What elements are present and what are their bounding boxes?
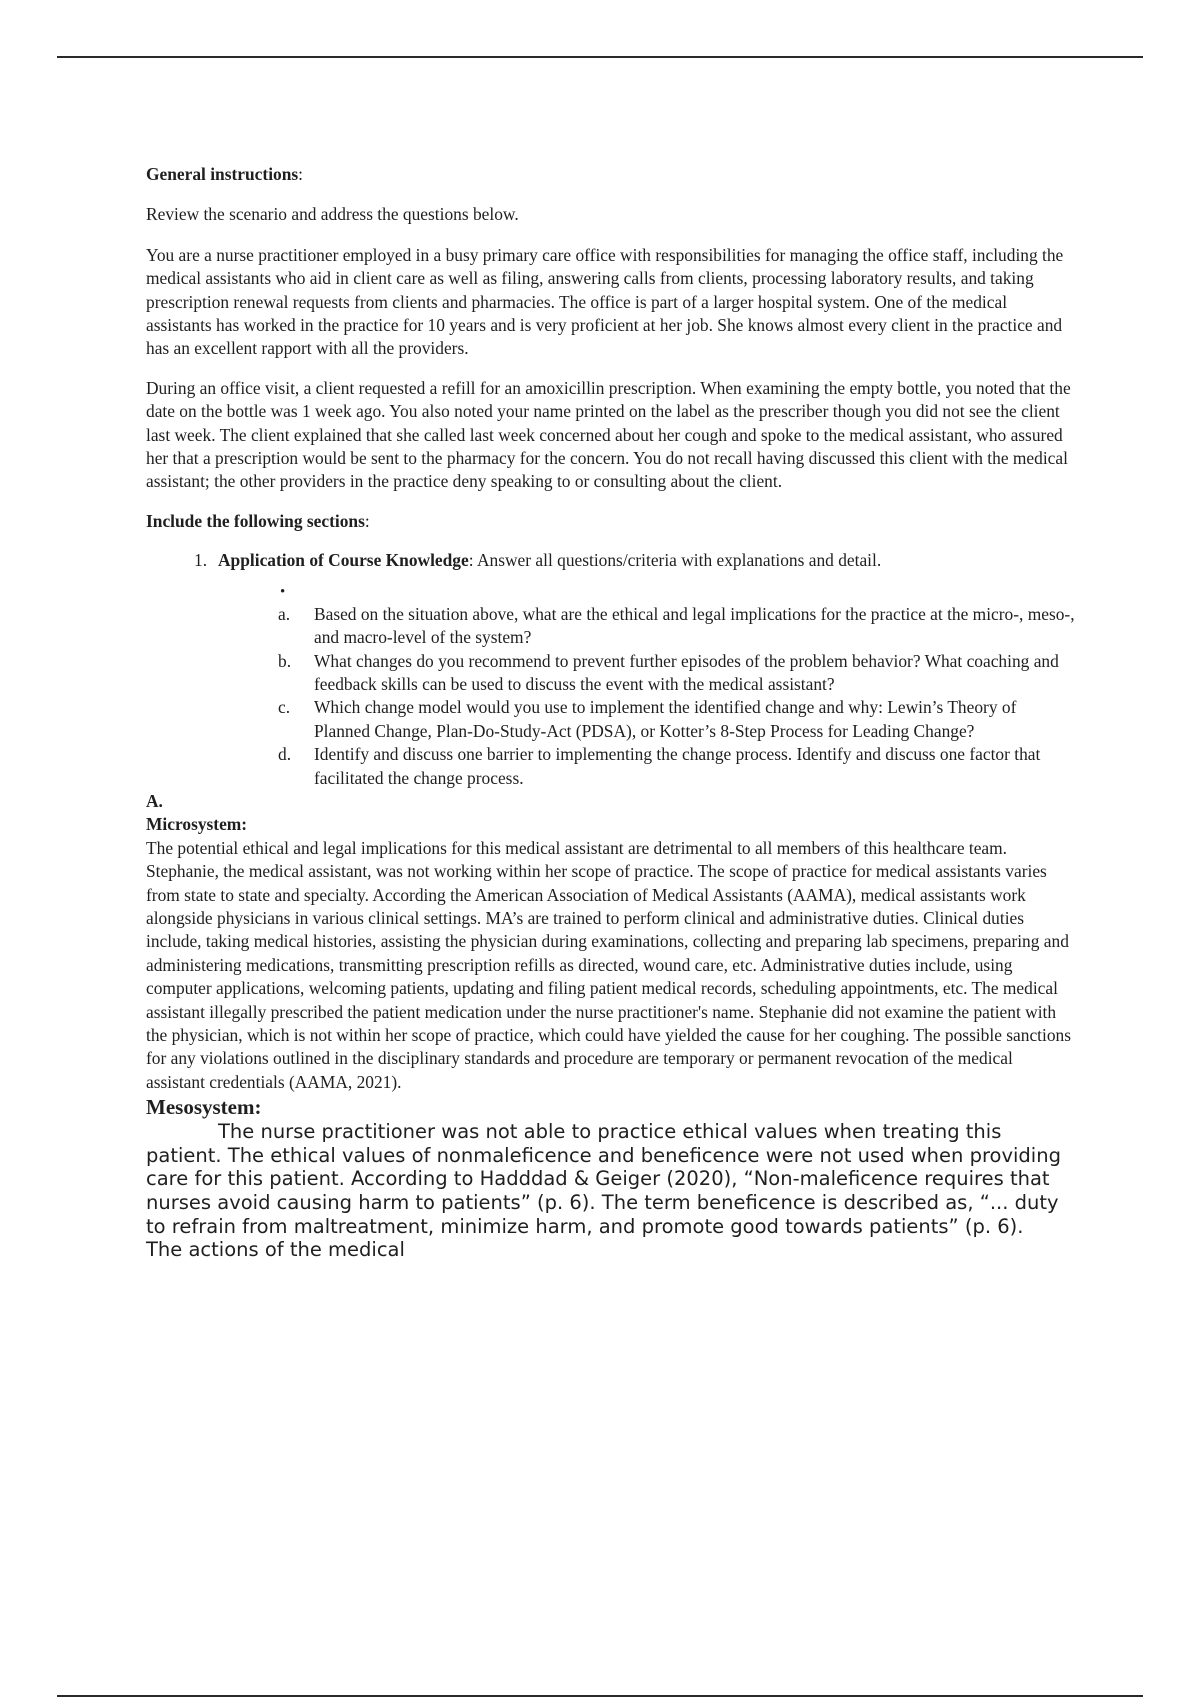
review-instruction: Review the scenario and address the questions below. <box>146 204 519 225</box>
question-text: Based on the situation above, what are the ethical and legal implications for the practice at the micro-, meso-, and macro-level of the system? <box>314 603 1075 648</box>
general-colon: : <box>298 164 304 184</box>
question-text: Identify and discuss one barrier to implementing the change process. Identify and discuss one factor that facilitated the change process. <box>314 744 1041 788</box>
numbered-list <box>194 549 1076 572</box>
mesosystem-text: The nurse practitioner was not able to practice ethical values when treating this patient. The ethical values of nonmaleficence and beneficence were not used when providing care for this patient. According to Hadddad & Geiger (2020), “Non-maleficence requires that nurses avoid causing harm to patients” (p. 6). The term beneficence is described as, “... duty to refrain from maltreatment, minimize harm, and promote good towards patients” (p. 6). The actions of the medical <box>146 1120 1061 1262</box>
question-letter: c. <box>278 697 291 718</box>
scenario-paragraph-1: You are a nurse practitioner employed in a busy primary care office with responsibilities for managing the office staff, including the medical assistants who aid in client care as well as filing, answering calls from clients, processing laboratory results, and taking prescription renewal requests from clients and pharmacies. The office is part of a larger hospital system. One of the medical assistants has worked in the practice for 10 years and is very proficient at her job. She knows almost every client in the practice and has an excellent rapport with all the providers. <box>146 244 1064 359</box>
general-instructions-line <box>146 163 1076 186</box>
list-item <box>194 549 1076 572</box>
question-item <box>278 696 1076 743</box>
microsystem-heading: Microsystem: <box>146 814 248 835</box>
question-letter: a. <box>278 603 291 624</box>
bottom-rule <box>57 1695 1143 1697</box>
scenario-paragraph-2: During an office visit, a client requested a refill for an amoxicillin prescription. When examining the empty bottle, you noted that the date on the bottle was 1 week ago. You also noted your name printed on the label as the prescriber though you did not see the client last week. The client explained that she called last week concerned about her cough and spoke to the medical assistant, who assured her that a prescription would be sent to the pharmacy for the concern. You do not recall having discussed this client with the medical assistant; the other providers in the practice deny speaking to or consulting about the client. <box>146 377 1071 492</box>
answer-label: A. <box>146 790 163 811</box>
include-sections-line <box>146 510 1076 533</box>
include-sections-heading: Include the following sections <box>146 510 365 531</box>
document-body <box>146 163 1076 1262</box>
include-colon: : <box>364 510 370 531</box>
question-text: What changes do you recommend to prevent further episodes of the problem behavior? What coaching and feedback skills can be used to discuss the event with the medical assistant? <box>314 650 1059 694</box>
question-item <box>278 650 1076 697</box>
mesosystem-paragraph <box>146 1120 1064 1262</box>
question-text: Which change model would you use to implement the identified change and why: Lewin’s Theory of Planned Change, Plan-Do-Study-Act (PDSA), or Kotter’s 8-Step Process for Leading Change? <box>314 697 1017 741</box>
item-title: Application of Course Knowledge <box>218 550 469 571</box>
bullet-icon: • <box>280 583 286 600</box>
item-number: 1. <box>194 550 208 571</box>
question-item <box>278 743 1076 790</box>
mesosystem-heading: Mesosystem: <box>146 1095 262 1120</box>
question-letter: d. <box>278 744 292 765</box>
microsystem-paragraph: The potential ethical and legal implications for this medical assistant are detrimental to all members of this healthcare team. Stephanie, the medical assistant, was not working within her scope of practice. The scope of practice for medical assistants varies from state to state and specialty. According the American Association of Medical Assistants (AAMA), medical assistants work alongside physicians in various clinical settings. MA’s are trained to perform clinical and administrative duties. Clinical duties include, taking medical histories, assisting the physician during examinations, collecting and preparing lab specimens, preparing and administering medications, transmitting prescription refills as directed, wound care, etc. Administrative duties include, using computer applications, welcoming patients, updating and filing patient medical records, scheduling appointments, etc. The medical assistant illegally prescribed the patient medication under the nurse practitioner's name. Stephanie did not examine the patient with the physician, which is not within her scope of practice, which could have yielded the cause for her coughing. The possible sanctions for any violations outlined in the disciplinary standards and procedure are temporary or permanent revocation of the medical assistant credentials (AAMA, 2021). <box>146 837 1071 1092</box>
top-rule <box>57 56 1143 58</box>
question-item <box>278 603 1076 650</box>
question-list <box>278 603 1076 790</box>
general-instructions-heading: General instructions <box>146 164 299 184</box>
item-text: : Answer all questions/criteria with explanations and detail. <box>468 550 882 571</box>
question-letter: b. <box>278 650 292 671</box>
